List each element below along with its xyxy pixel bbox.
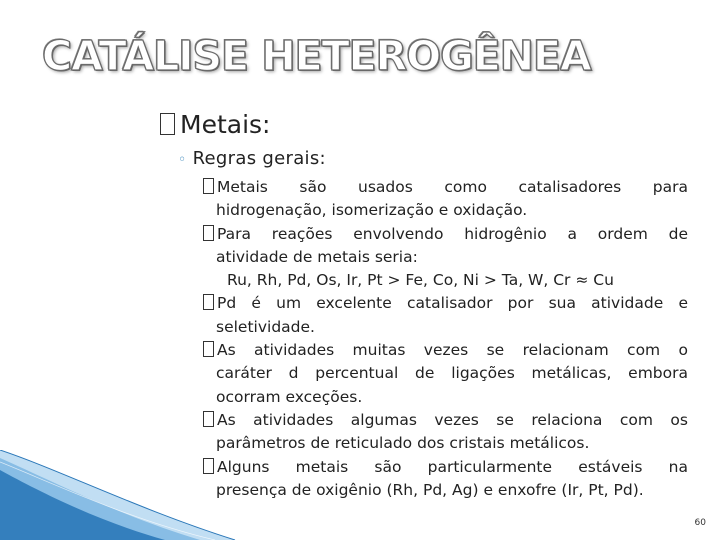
- level2-text: Regras gerais:: [192, 148, 326, 169]
- slide-title: CATÁLISE HETEROGÊNEA: [42, 32, 591, 80]
- level2-heading: [178, 148, 326, 169]
- level1-text: Metais:: [180, 110, 271, 139]
- list-item: [203, 292, 688, 339]
- square-box-icon: [203, 458, 214, 474]
- item-rest: hidrogenação, isomerização e oxidação.: [216, 201, 528, 220]
- item-rest-line: caráter d percentual de ligações metálicas, embora: [216, 364, 688, 383]
- activity-series: Ru, Rh, Pd, Os, Ir, Pt > Fe, Co, Ni > Ta, W, Cr ≈ Cu: [227, 271, 614, 290]
- item-first-line: As atividades muitas vezes se relacionam com o: [217, 341, 688, 360]
- square-box-icon: [203, 178, 214, 194]
- item-rest: parâmetros de reticulado dos cristais metálicos.: [216, 434, 590, 453]
- square-box-icon: [203, 341, 214, 357]
- list-item: [203, 176, 688, 223]
- bullet-list: [203, 176, 688, 502]
- list-item: [203, 409, 688, 456]
- item-rest-line: ocorram exceções.: [216, 387, 363, 406]
- square-box-icon: [203, 225, 214, 241]
- item-first-line: Para reações envolvendo hidrogênio a ordem de: [217, 224, 688, 243]
- item-rest: atividade de metais seria:: [216, 247, 418, 266]
- page-number: 60: [694, 518, 706, 528]
- item-rest: seletividade.: [216, 317, 315, 336]
- circle-bullet-icon: ◦: [178, 152, 187, 168]
- list-item: [203, 339, 688, 409]
- list-item: [203, 223, 688, 293]
- square-box-icon: [160, 113, 175, 135]
- item-first-line: As atividades algumas vezes se relaciona com os: [217, 410, 688, 429]
- item-first-line: Pd é um excelente catalisador por sua atividade e: [217, 294, 688, 313]
- item-first-line: Metais são usados como catalisadores para: [217, 178, 688, 196]
- item-rest: presença de oxigênio (Rh, Pd, Ag) e enxofre (Ir, Pt, Pd).: [216, 480, 644, 499]
- square-box-icon: [203, 294, 214, 310]
- level1-heading: [160, 110, 270, 139]
- item-first-line: Alguns metais são particularmente estáveis na: [217, 457, 688, 476]
- square-box-icon: [203, 411, 214, 427]
- list-item: [203, 456, 688, 503]
